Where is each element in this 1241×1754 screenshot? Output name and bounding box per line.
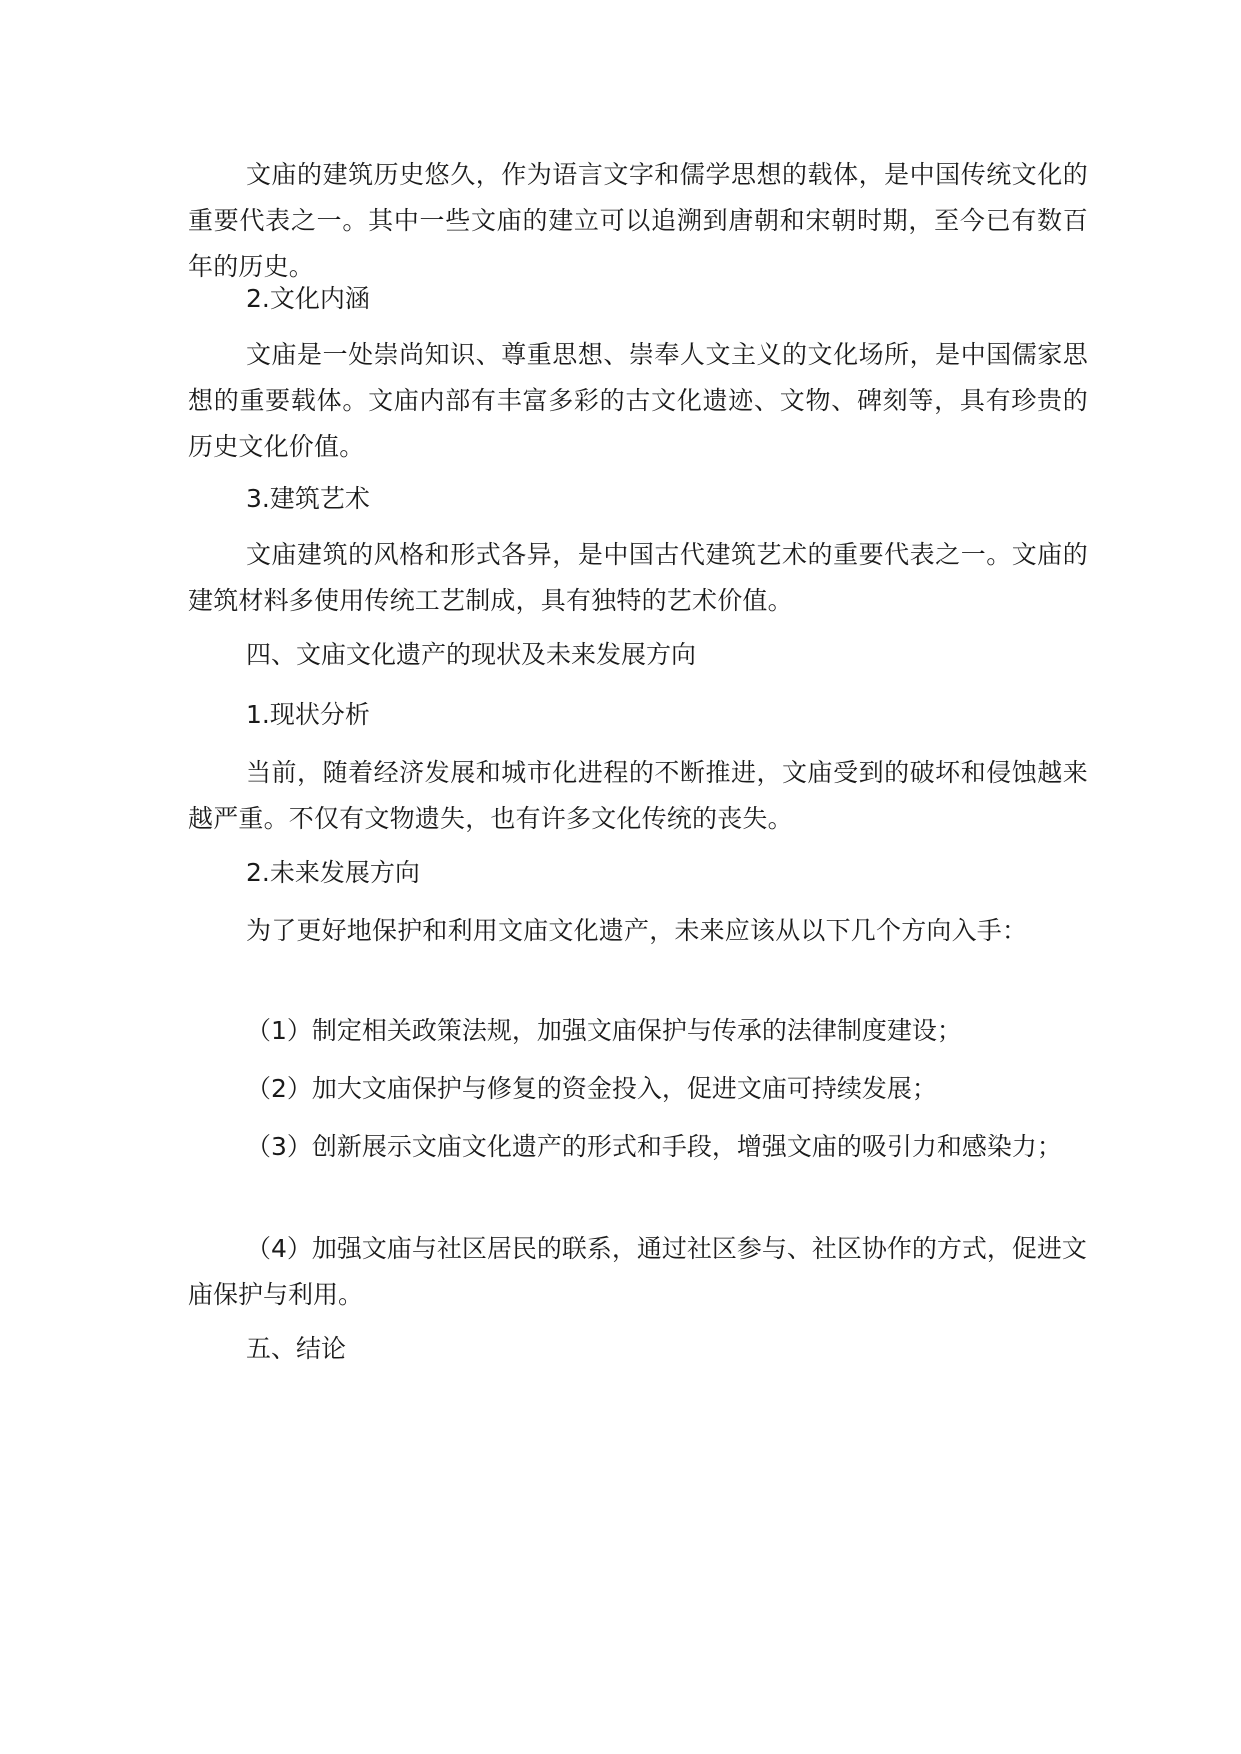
heading-status: 1.现状分析 <box>246 700 370 729</box>
paragraph-future: 为了更好地保护和利用文庙文化遗产，未来应该从以下几个方向入手： <box>246 916 1028 945</box>
list-item-2: （2）加大文庙保护与修复的资金投入，促进文庙可持续发展； <box>246 1074 937 1103</box>
heading-section-4: 四、文庙文化遗产的现状及未来发展方向 <box>246 640 697 669</box>
heading-culture: 2.文化内涵 <box>246 284 370 313</box>
list-item-3: （3）创新展示文庙文化遗产的形式和手段，增强文庙的吸引力和感染力； <box>246 1132 1062 1161</box>
paragraph-status: 当前，随着经济发展和城市化进程的不断推进，文庙受到的破坏和侵蚀越来越严重。不仅有文物遗失，也有许多文化传统的丧失。 <box>188 758 1088 833</box>
paragraph-history: 文庙的建筑历史悠久，作为语言文字和儒学思想的载体，是中国传统文化的重要代表之一。其中一些文庙的建立可以追溯到唐朝和宋朝时期，至今已有数百年的历史。 <box>188 160 1088 281</box>
list-item-4: （4）加强文庙与社区居民的联系，通过社区参与、社区协作的方式，促进文庙保护与利用。 <box>188 1234 1087 1309</box>
list-item-1: （1）制定相关政策法规，加强文庙保护与传承的法律制度建设； <box>246 1016 962 1045</box>
paragraph-culture: 文庙是一处崇尚知识、尊重思想、崇奉人文主义的文化场所，是中国儒家思想的重要载体。文庙内部有丰富多彩的古文化遗迹、文物、碑刻等，具有珍贵的历史文化价值。 <box>188 340 1088 461</box>
heading-future: 2.未来发展方向 <box>246 858 420 887</box>
heading-section-5: 五、结论 <box>246 1334 347 1363</box>
heading-architecture: 3.建筑艺术 <box>246 484 370 513</box>
paragraph-architecture: 文庙建筑的风格和形式各异，是中国古代建筑艺术的重要代表之一。文庙的建筑材料多使用传统工艺制成，具有独特的艺术价值。 <box>188 540 1088 615</box>
